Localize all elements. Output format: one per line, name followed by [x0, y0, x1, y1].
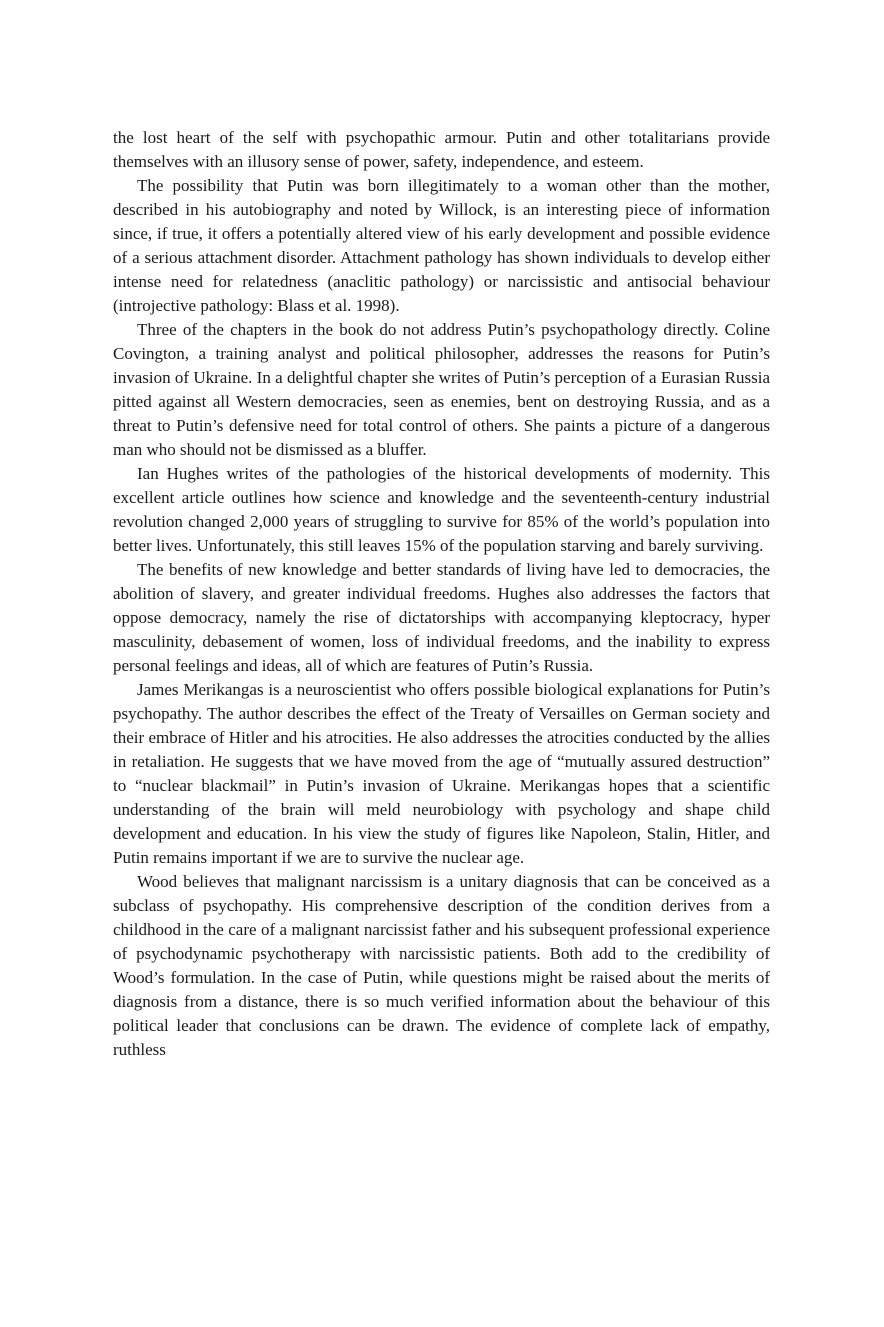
page-body: [113, 126, 770, 1062]
paragraph-hughes: Ian Hughes writes of the pathologies of the historical developments of modernity. This excellent article outlines how science and knowledge and the seventeenth-century industrial revolution changed 2,000 years of struggling to survive for 85% of the world’s population into better lives. Unfortunately, this still leaves 15% of the population starving and barely surviving.: [113, 464, 770, 555]
paragraph-benefits: The benefits of new knowledge and better standards of living have led to democracies, the abolition of slavery, and greater individual freedoms. Hughes also addresses the factors that oppose democracy, namely the rise of dictatorships with accompanying kleptocracy, hyper masculinity, debasement of women, loss of individual freedoms, and the inability to express personal feelings and ideas, all of which are features of Putin’s Russia.: [113, 560, 770, 675]
paragraph-covington: Three of the chapters in the book do not address Putin’s psychopathology directly. Coline Covington, a training analyst and political philosopher, addresses the reasons for Putin’s invasion of Ukraine. In a delightful chapter she writes of Putin’s perception of a Eurasian Russia pitted against all Western democracies, seen as enemies, bent on destroying Russia, and as a threat to Putin’s defensive need for total control of others. She paints a picture of a dangerous man who should not be dismissed as a bluffer.: [113, 320, 770, 459]
paragraph-wood: Wood believes that malignant narcissism is a unitary diagnosis that can be conceived as a subclass of psychopathy. His comprehensive description of the condition derives from a childhood in the care of a malignant narcissist father and his subsequent professional experience of psychodynamic psychotherapy with narcissistic patients. Both add to the credibility of Wood’s formulation. In the case of Putin, while questions might be raised about the merits of diagnosis from a distance, there is so much verified information about the behaviour of this political leader that conclusions can be drawn. The evidence of complete lack of empathy, ruthless: [113, 872, 770, 1059]
paragraph-birth-attachment: The possibility that Putin was born illegitimately to a woman other than the mother, described in his autobiography and noted by Willock, is an interesting piece of information since, if true, it offers a potentially altered view of his early development and possible evidence of a serious attachment disorder. Attachment pathology has shown individuals to develop either intense need for relatedness (anaclitic pathology) or narcissistic and antisocial behaviour (introjective pathology: Blass et al. 1998).: [113, 176, 770, 315]
paragraph-merikangas: James Merikangas is a neuroscientist who offers possible biological explanations for Putin’s psychopathy. The author describes the effect of the Treaty of Versailles on German society and their embrace of Hitler and his atrocities. He also addresses the atrocities conducted by the allies in retaliation. He suggests that we have moved from the age of “mutually assured destruction” to “nuclear blackmail” in Putin’s invasion of Ukraine. Merikangas hopes that a scientific understanding of the brain will meld neurobiology with psychology and shape child development and education. In his view the study of figures like Napoleon, Stalin, Hitler, and Putin remains important if we are to survive the nuclear age.: [113, 680, 770, 867]
paragraph-continued: the lost heart of the self with psychopathic armour. Putin and other totalitarians provide themselves with an illusory sense of power, safety, independence, and esteem.: [113, 128, 770, 171]
